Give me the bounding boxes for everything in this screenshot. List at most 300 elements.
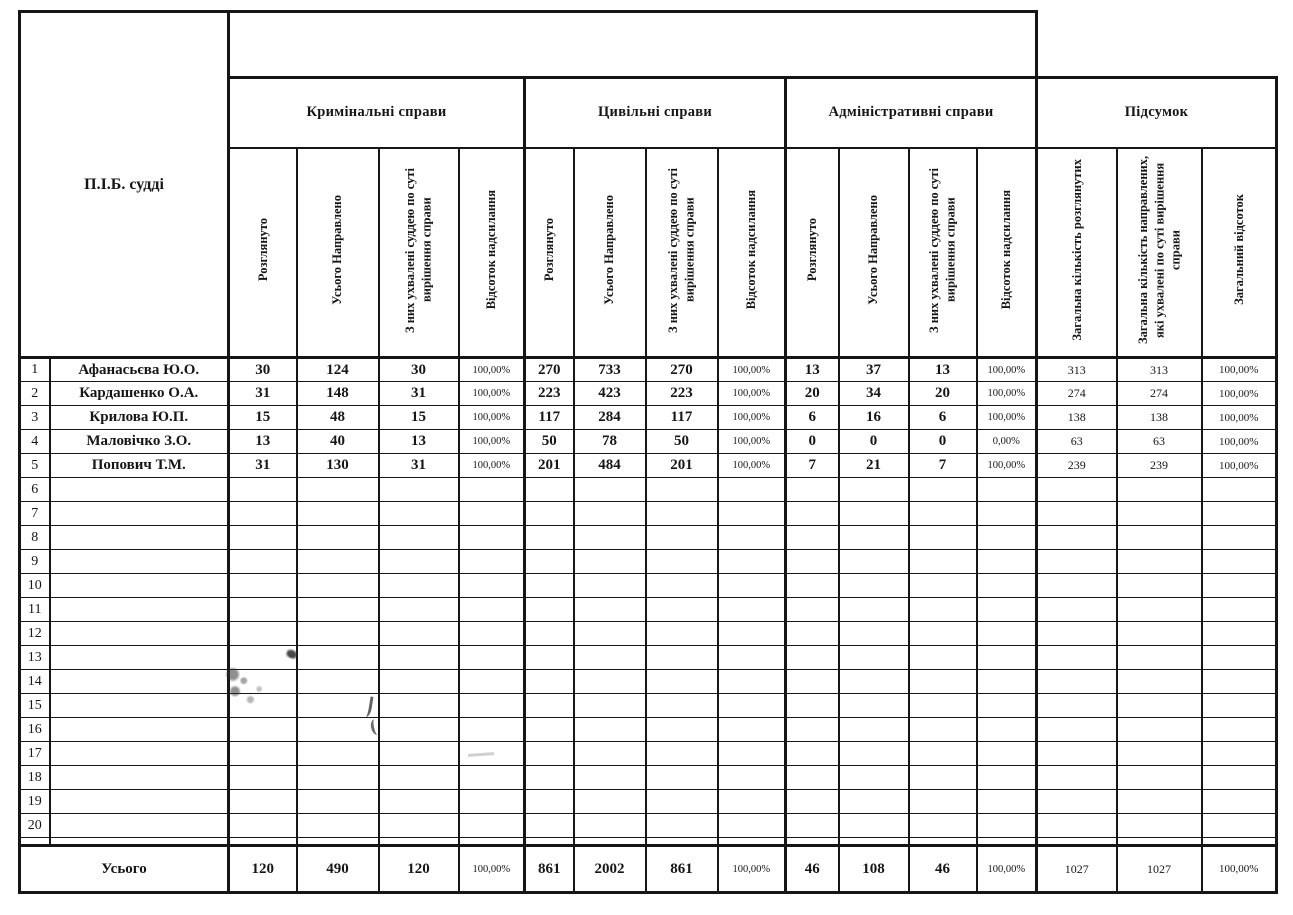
data-cell bbox=[297, 550, 379, 574]
data-cell bbox=[525, 478, 574, 502]
data-cell bbox=[839, 694, 909, 718]
data-cell bbox=[1117, 670, 1202, 694]
data-cell bbox=[379, 526, 459, 550]
data-cell: 239 bbox=[1037, 454, 1117, 478]
data-cell: 100,00% bbox=[718, 454, 786, 478]
spacer-cell bbox=[20, 838, 50, 846]
data-cell: 117 bbox=[525, 406, 574, 430]
column-header bbox=[1037, 148, 1117, 358]
data-cell bbox=[1037, 478, 1117, 502]
judge-name-cell bbox=[50, 502, 229, 526]
data-cell: 274 bbox=[1117, 382, 1202, 406]
totals-cell: 120 bbox=[229, 846, 297, 893]
data-cell bbox=[1037, 622, 1117, 646]
data-cell bbox=[1037, 574, 1117, 598]
row-number-cell: 9 bbox=[20, 550, 50, 574]
data-cell bbox=[909, 646, 977, 670]
data-cell bbox=[1037, 646, 1117, 670]
header-row-top bbox=[20, 12, 1277, 78]
data-cell: 13 bbox=[786, 358, 839, 382]
judge-name-cell bbox=[50, 550, 229, 574]
data-cell bbox=[977, 478, 1037, 502]
data-cell bbox=[839, 670, 909, 694]
data-cell bbox=[646, 694, 718, 718]
data-cell bbox=[229, 814, 297, 838]
table-row bbox=[20, 382, 1277, 406]
data-cell bbox=[786, 742, 839, 766]
data-cell bbox=[1037, 694, 1117, 718]
totals-cell: 46 bbox=[909, 846, 977, 893]
data-cell bbox=[459, 646, 525, 670]
data-cell bbox=[1202, 790, 1277, 814]
spacer-cell bbox=[1037, 838, 1117, 846]
data-cell bbox=[839, 814, 909, 838]
data-cell bbox=[229, 502, 297, 526]
data-cell bbox=[574, 694, 646, 718]
data-cell bbox=[646, 598, 718, 622]
spacer-cell bbox=[50, 838, 229, 846]
data-cell: 100,00% bbox=[977, 358, 1037, 382]
data-cell bbox=[459, 790, 525, 814]
data-cell: 223 bbox=[525, 382, 574, 406]
data-cell bbox=[786, 766, 839, 790]
data-cell bbox=[525, 502, 574, 526]
data-cell bbox=[459, 550, 525, 574]
data-cell: 274 bbox=[1037, 382, 1117, 406]
data-cell bbox=[379, 790, 459, 814]
data-cell bbox=[1037, 526, 1117, 550]
totals-cell: 108 bbox=[839, 846, 909, 893]
data-cell bbox=[1037, 790, 1117, 814]
data-cell bbox=[646, 790, 718, 814]
data-cell bbox=[1117, 718, 1202, 742]
data-cell: 100,00% bbox=[1202, 382, 1277, 406]
data-cell bbox=[525, 550, 574, 574]
data-cell bbox=[909, 742, 977, 766]
data-cell bbox=[839, 742, 909, 766]
data-cell: 50 bbox=[646, 430, 718, 454]
data-cell: 13 bbox=[379, 430, 459, 454]
data-cell bbox=[786, 790, 839, 814]
data-cell: 31 bbox=[379, 382, 459, 406]
data-cell bbox=[839, 502, 909, 526]
data-cell bbox=[297, 574, 379, 598]
judge-name-cell bbox=[50, 622, 229, 646]
group-header-civil: Цивільні справи bbox=[525, 78, 786, 148]
corner-header-judge-name: П.І.Б. судді bbox=[20, 12, 229, 358]
data-cell bbox=[977, 790, 1037, 814]
data-cell: 15 bbox=[379, 406, 459, 430]
column-header-label: Загальна кількість направлених, які ухвалені по суті вирішення справи bbox=[1135, 155, 1183, 344]
data-cell bbox=[718, 694, 786, 718]
data-cell: 100,00% bbox=[459, 382, 525, 406]
column-header-label: З них ухвалені суддею по суті вирішення справи bbox=[403, 167, 434, 333]
data-cell bbox=[839, 718, 909, 742]
data-cell bbox=[229, 526, 297, 550]
data-cell bbox=[718, 718, 786, 742]
data-cell bbox=[379, 502, 459, 526]
data-cell: 15 bbox=[229, 406, 297, 430]
data-cell bbox=[839, 526, 909, 550]
data-cell bbox=[297, 814, 379, 838]
spacer-cell bbox=[229, 838, 297, 846]
data-cell bbox=[1202, 814, 1277, 838]
data-cell bbox=[1202, 622, 1277, 646]
data-cell: 100,00% bbox=[718, 430, 786, 454]
spacer-cell bbox=[525, 838, 574, 846]
data-cell bbox=[525, 646, 574, 670]
judge-name-cell: Кардашенко О.А. bbox=[50, 382, 229, 406]
data-cell bbox=[1037, 670, 1117, 694]
data-cell bbox=[786, 694, 839, 718]
data-cell bbox=[297, 766, 379, 790]
data-cell: 0 bbox=[786, 430, 839, 454]
data-cell bbox=[786, 574, 839, 598]
data-cell: 6 bbox=[909, 406, 977, 430]
totals-cell: 1027 bbox=[1037, 846, 1117, 893]
spacer-cell bbox=[1202, 838, 1277, 846]
data-cell: 100,00% bbox=[718, 358, 786, 382]
data-cell bbox=[459, 478, 525, 502]
data-cell bbox=[1037, 718, 1117, 742]
data-cell bbox=[839, 766, 909, 790]
data-cell bbox=[839, 598, 909, 622]
judge-name-cell bbox=[50, 574, 229, 598]
spacer-row bbox=[20, 838, 1277, 846]
data-cell bbox=[718, 814, 786, 838]
data-cell bbox=[1202, 766, 1277, 790]
data-cell bbox=[574, 718, 646, 742]
data-cell bbox=[525, 766, 574, 790]
data-cell: 100,00% bbox=[718, 382, 786, 406]
data-cell: 313 bbox=[1117, 358, 1202, 382]
data-cell: 20 bbox=[786, 382, 839, 406]
data-cell bbox=[525, 718, 574, 742]
data-cell: 130 bbox=[297, 454, 379, 478]
data-cell bbox=[379, 622, 459, 646]
data-cell bbox=[1117, 550, 1202, 574]
table-row bbox=[20, 526, 1277, 550]
data-cell bbox=[646, 814, 718, 838]
totals-row bbox=[20, 846, 1277, 893]
data-cell bbox=[574, 526, 646, 550]
data-cell bbox=[909, 694, 977, 718]
data-cell bbox=[525, 574, 574, 598]
data-cell: 0 bbox=[839, 430, 909, 454]
data-cell bbox=[718, 550, 786, 574]
column-header-label: З них ухвалені суддею по суті вирішення справи bbox=[927, 167, 958, 333]
data-cell bbox=[229, 790, 297, 814]
column-header bbox=[646, 148, 718, 358]
table-row bbox=[20, 694, 1277, 718]
data-cell bbox=[786, 478, 839, 502]
data-cell bbox=[459, 526, 525, 550]
spacer-cell bbox=[786, 838, 839, 846]
data-cell bbox=[379, 550, 459, 574]
totals-cell: 46 bbox=[786, 846, 839, 893]
data-cell: 48 bbox=[297, 406, 379, 430]
table-row bbox=[20, 814, 1277, 838]
data-cell bbox=[1202, 550, 1277, 574]
judge-name-cell bbox=[50, 526, 229, 550]
data-cell: 30 bbox=[229, 358, 297, 382]
data-cell bbox=[977, 814, 1037, 838]
data-cell bbox=[525, 622, 574, 646]
data-cell bbox=[574, 550, 646, 574]
judge-name-cell bbox=[50, 598, 229, 622]
data-cell bbox=[646, 742, 718, 766]
data-cell bbox=[1202, 670, 1277, 694]
data-cell bbox=[297, 622, 379, 646]
row-number-cell: 7 bbox=[20, 502, 50, 526]
data-cell: 34 bbox=[839, 382, 909, 406]
data-cell bbox=[786, 598, 839, 622]
empty-title-band bbox=[229, 12, 1037, 78]
data-cell bbox=[1202, 694, 1277, 718]
data-cell bbox=[229, 550, 297, 574]
judge-name-cell bbox=[50, 646, 229, 670]
table-row bbox=[20, 550, 1277, 574]
data-cell bbox=[977, 766, 1037, 790]
data-cell bbox=[718, 622, 786, 646]
data-cell: 100,00% bbox=[977, 406, 1037, 430]
data-cell bbox=[574, 574, 646, 598]
data-cell bbox=[297, 694, 379, 718]
data-cell bbox=[379, 814, 459, 838]
data-cell bbox=[1117, 478, 1202, 502]
data-cell: 78 bbox=[574, 430, 646, 454]
blank-page-area bbox=[1037, 12, 1277, 78]
data-cell bbox=[379, 574, 459, 598]
column-header bbox=[718, 148, 786, 358]
column-header-label: Розглянуто bbox=[805, 218, 820, 282]
data-cell bbox=[1202, 574, 1277, 598]
data-cell bbox=[229, 622, 297, 646]
table-row bbox=[20, 502, 1277, 526]
data-cell bbox=[646, 622, 718, 646]
data-cell bbox=[574, 790, 646, 814]
data-cell: 100,00% bbox=[977, 382, 1037, 406]
judge-name-cell bbox=[50, 718, 229, 742]
group-header-summary: Підсумок bbox=[1037, 78, 1277, 148]
data-cell: 270 bbox=[525, 358, 574, 382]
data-cell bbox=[909, 598, 977, 622]
data-cell: 201 bbox=[525, 454, 574, 478]
data-cell bbox=[1202, 478, 1277, 502]
judge-name-cell bbox=[50, 742, 229, 766]
data-cell bbox=[459, 766, 525, 790]
table-row bbox=[20, 598, 1277, 622]
row-number-cell: 17 bbox=[20, 742, 50, 766]
data-cell: 284 bbox=[574, 406, 646, 430]
data-cell: 100,00% bbox=[1202, 454, 1277, 478]
column-header bbox=[977, 148, 1037, 358]
data-cell bbox=[229, 670, 297, 694]
table-row bbox=[20, 406, 1277, 430]
data-cell bbox=[977, 694, 1037, 718]
data-cell: 239 bbox=[1117, 454, 1202, 478]
data-cell bbox=[646, 550, 718, 574]
judge-name-cell: Попович Т.М. bbox=[50, 454, 229, 478]
data-cell bbox=[646, 718, 718, 742]
data-cell bbox=[909, 550, 977, 574]
data-cell bbox=[786, 814, 839, 838]
data-cell bbox=[574, 814, 646, 838]
data-cell bbox=[646, 478, 718, 502]
data-cell bbox=[1117, 622, 1202, 646]
data-cell: 484 bbox=[574, 454, 646, 478]
data-cell bbox=[1117, 574, 1202, 598]
totals-cell: 120 bbox=[379, 846, 459, 893]
data-cell bbox=[786, 502, 839, 526]
data-cell bbox=[1117, 502, 1202, 526]
judge-name-cell: Афанасьєва Ю.О. bbox=[50, 358, 229, 382]
data-cell bbox=[718, 766, 786, 790]
group-header-criminal: Кримінальні справи bbox=[229, 78, 525, 148]
data-cell bbox=[839, 574, 909, 598]
totals-cell: 100,00% bbox=[1202, 846, 1277, 893]
data-cell bbox=[459, 622, 525, 646]
data-cell bbox=[909, 526, 977, 550]
data-cell bbox=[297, 478, 379, 502]
data-cell bbox=[459, 694, 525, 718]
judge-name-cell bbox=[50, 814, 229, 838]
data-cell bbox=[379, 718, 459, 742]
data-cell bbox=[379, 478, 459, 502]
data-cell bbox=[574, 502, 646, 526]
data-cell bbox=[1037, 742, 1117, 766]
data-cell bbox=[229, 718, 297, 742]
row-number-cell: 4 bbox=[20, 430, 50, 454]
row-number-cell: 20 bbox=[20, 814, 50, 838]
judge-name-cell bbox=[50, 790, 229, 814]
data-cell bbox=[839, 550, 909, 574]
data-cell bbox=[1037, 550, 1117, 574]
data-cell bbox=[718, 742, 786, 766]
data-cell bbox=[1117, 742, 1202, 766]
column-header-label: Розглянуто bbox=[542, 218, 557, 282]
data-cell bbox=[379, 646, 459, 670]
data-cell bbox=[977, 742, 1037, 766]
totals-cell: 861 bbox=[646, 846, 718, 893]
data-cell bbox=[1202, 526, 1277, 550]
column-header-label: Загальна кількість розглянутих bbox=[1069, 158, 1084, 341]
data-cell bbox=[1202, 742, 1277, 766]
column-header-label: Відсоток надсилання bbox=[744, 190, 759, 310]
data-cell: 0 bbox=[909, 430, 977, 454]
data-cell bbox=[909, 766, 977, 790]
column-header bbox=[229, 148, 297, 358]
row-number-cell: 12 bbox=[20, 622, 50, 646]
column-header bbox=[297, 148, 379, 358]
row-number-cell: 8 bbox=[20, 526, 50, 550]
data-cell: 100,00% bbox=[459, 430, 525, 454]
data-cell bbox=[839, 622, 909, 646]
table-row bbox=[20, 454, 1277, 478]
totals-cell: 100,00% bbox=[718, 846, 786, 893]
data-cell bbox=[229, 766, 297, 790]
data-cell bbox=[977, 502, 1037, 526]
data-cell bbox=[525, 790, 574, 814]
row-number-cell: 18 bbox=[20, 766, 50, 790]
data-cell: 63 bbox=[1117, 430, 1202, 454]
spacer-cell bbox=[379, 838, 459, 846]
table-row bbox=[20, 790, 1277, 814]
data-cell bbox=[786, 670, 839, 694]
data-cell bbox=[1117, 766, 1202, 790]
data-cell: 100,00% bbox=[1202, 358, 1277, 382]
data-cell bbox=[229, 742, 297, 766]
data-cell: 148 bbox=[297, 382, 379, 406]
data-cell bbox=[379, 670, 459, 694]
data-cell bbox=[459, 670, 525, 694]
data-cell: 117 bbox=[646, 406, 718, 430]
data-cell bbox=[646, 502, 718, 526]
data-cell bbox=[229, 574, 297, 598]
spacer-cell bbox=[1117, 838, 1202, 846]
data-cell bbox=[718, 790, 786, 814]
data-cell bbox=[839, 646, 909, 670]
data-cell bbox=[1202, 646, 1277, 670]
data-cell bbox=[229, 478, 297, 502]
data-cell bbox=[718, 646, 786, 670]
data-cell bbox=[909, 814, 977, 838]
spacer-cell bbox=[718, 838, 786, 846]
data-cell bbox=[459, 742, 525, 766]
data-cell: 201 bbox=[646, 454, 718, 478]
data-cell bbox=[646, 670, 718, 694]
data-cell: 100,00% bbox=[459, 358, 525, 382]
data-cell: 733 bbox=[574, 358, 646, 382]
data-cell bbox=[297, 742, 379, 766]
row-number-cell: 16 bbox=[20, 718, 50, 742]
data-cell bbox=[459, 598, 525, 622]
data-cell bbox=[229, 598, 297, 622]
data-cell: 13 bbox=[229, 430, 297, 454]
column-header bbox=[786, 148, 839, 358]
data-cell: 138 bbox=[1037, 406, 1117, 430]
data-cell: 6 bbox=[786, 406, 839, 430]
data-cell: 20 bbox=[909, 382, 977, 406]
data-cell bbox=[718, 478, 786, 502]
data-cell bbox=[909, 718, 977, 742]
row-number-cell: 6 bbox=[20, 478, 50, 502]
data-cell bbox=[525, 742, 574, 766]
table-row bbox=[20, 358, 1277, 382]
table-row bbox=[20, 574, 1277, 598]
data-cell bbox=[379, 766, 459, 790]
data-cell: 100,00% bbox=[459, 454, 525, 478]
data-cell bbox=[786, 646, 839, 670]
data-cell: 100,00% bbox=[718, 406, 786, 430]
data-cell bbox=[525, 814, 574, 838]
table-row bbox=[20, 622, 1277, 646]
judge-name-cell bbox=[50, 478, 229, 502]
column-header bbox=[459, 148, 525, 358]
judge-name-cell bbox=[50, 694, 229, 718]
data-cell bbox=[977, 598, 1037, 622]
data-cell bbox=[574, 598, 646, 622]
column-header bbox=[574, 148, 646, 358]
data-cell bbox=[839, 790, 909, 814]
data-cell bbox=[786, 622, 839, 646]
column-header-label: Загальний відсоток bbox=[1231, 194, 1246, 306]
data-cell bbox=[977, 526, 1037, 550]
data-cell bbox=[1117, 694, 1202, 718]
data-cell bbox=[1202, 718, 1277, 742]
row-number-cell: 10 bbox=[20, 574, 50, 598]
data-cell bbox=[574, 646, 646, 670]
